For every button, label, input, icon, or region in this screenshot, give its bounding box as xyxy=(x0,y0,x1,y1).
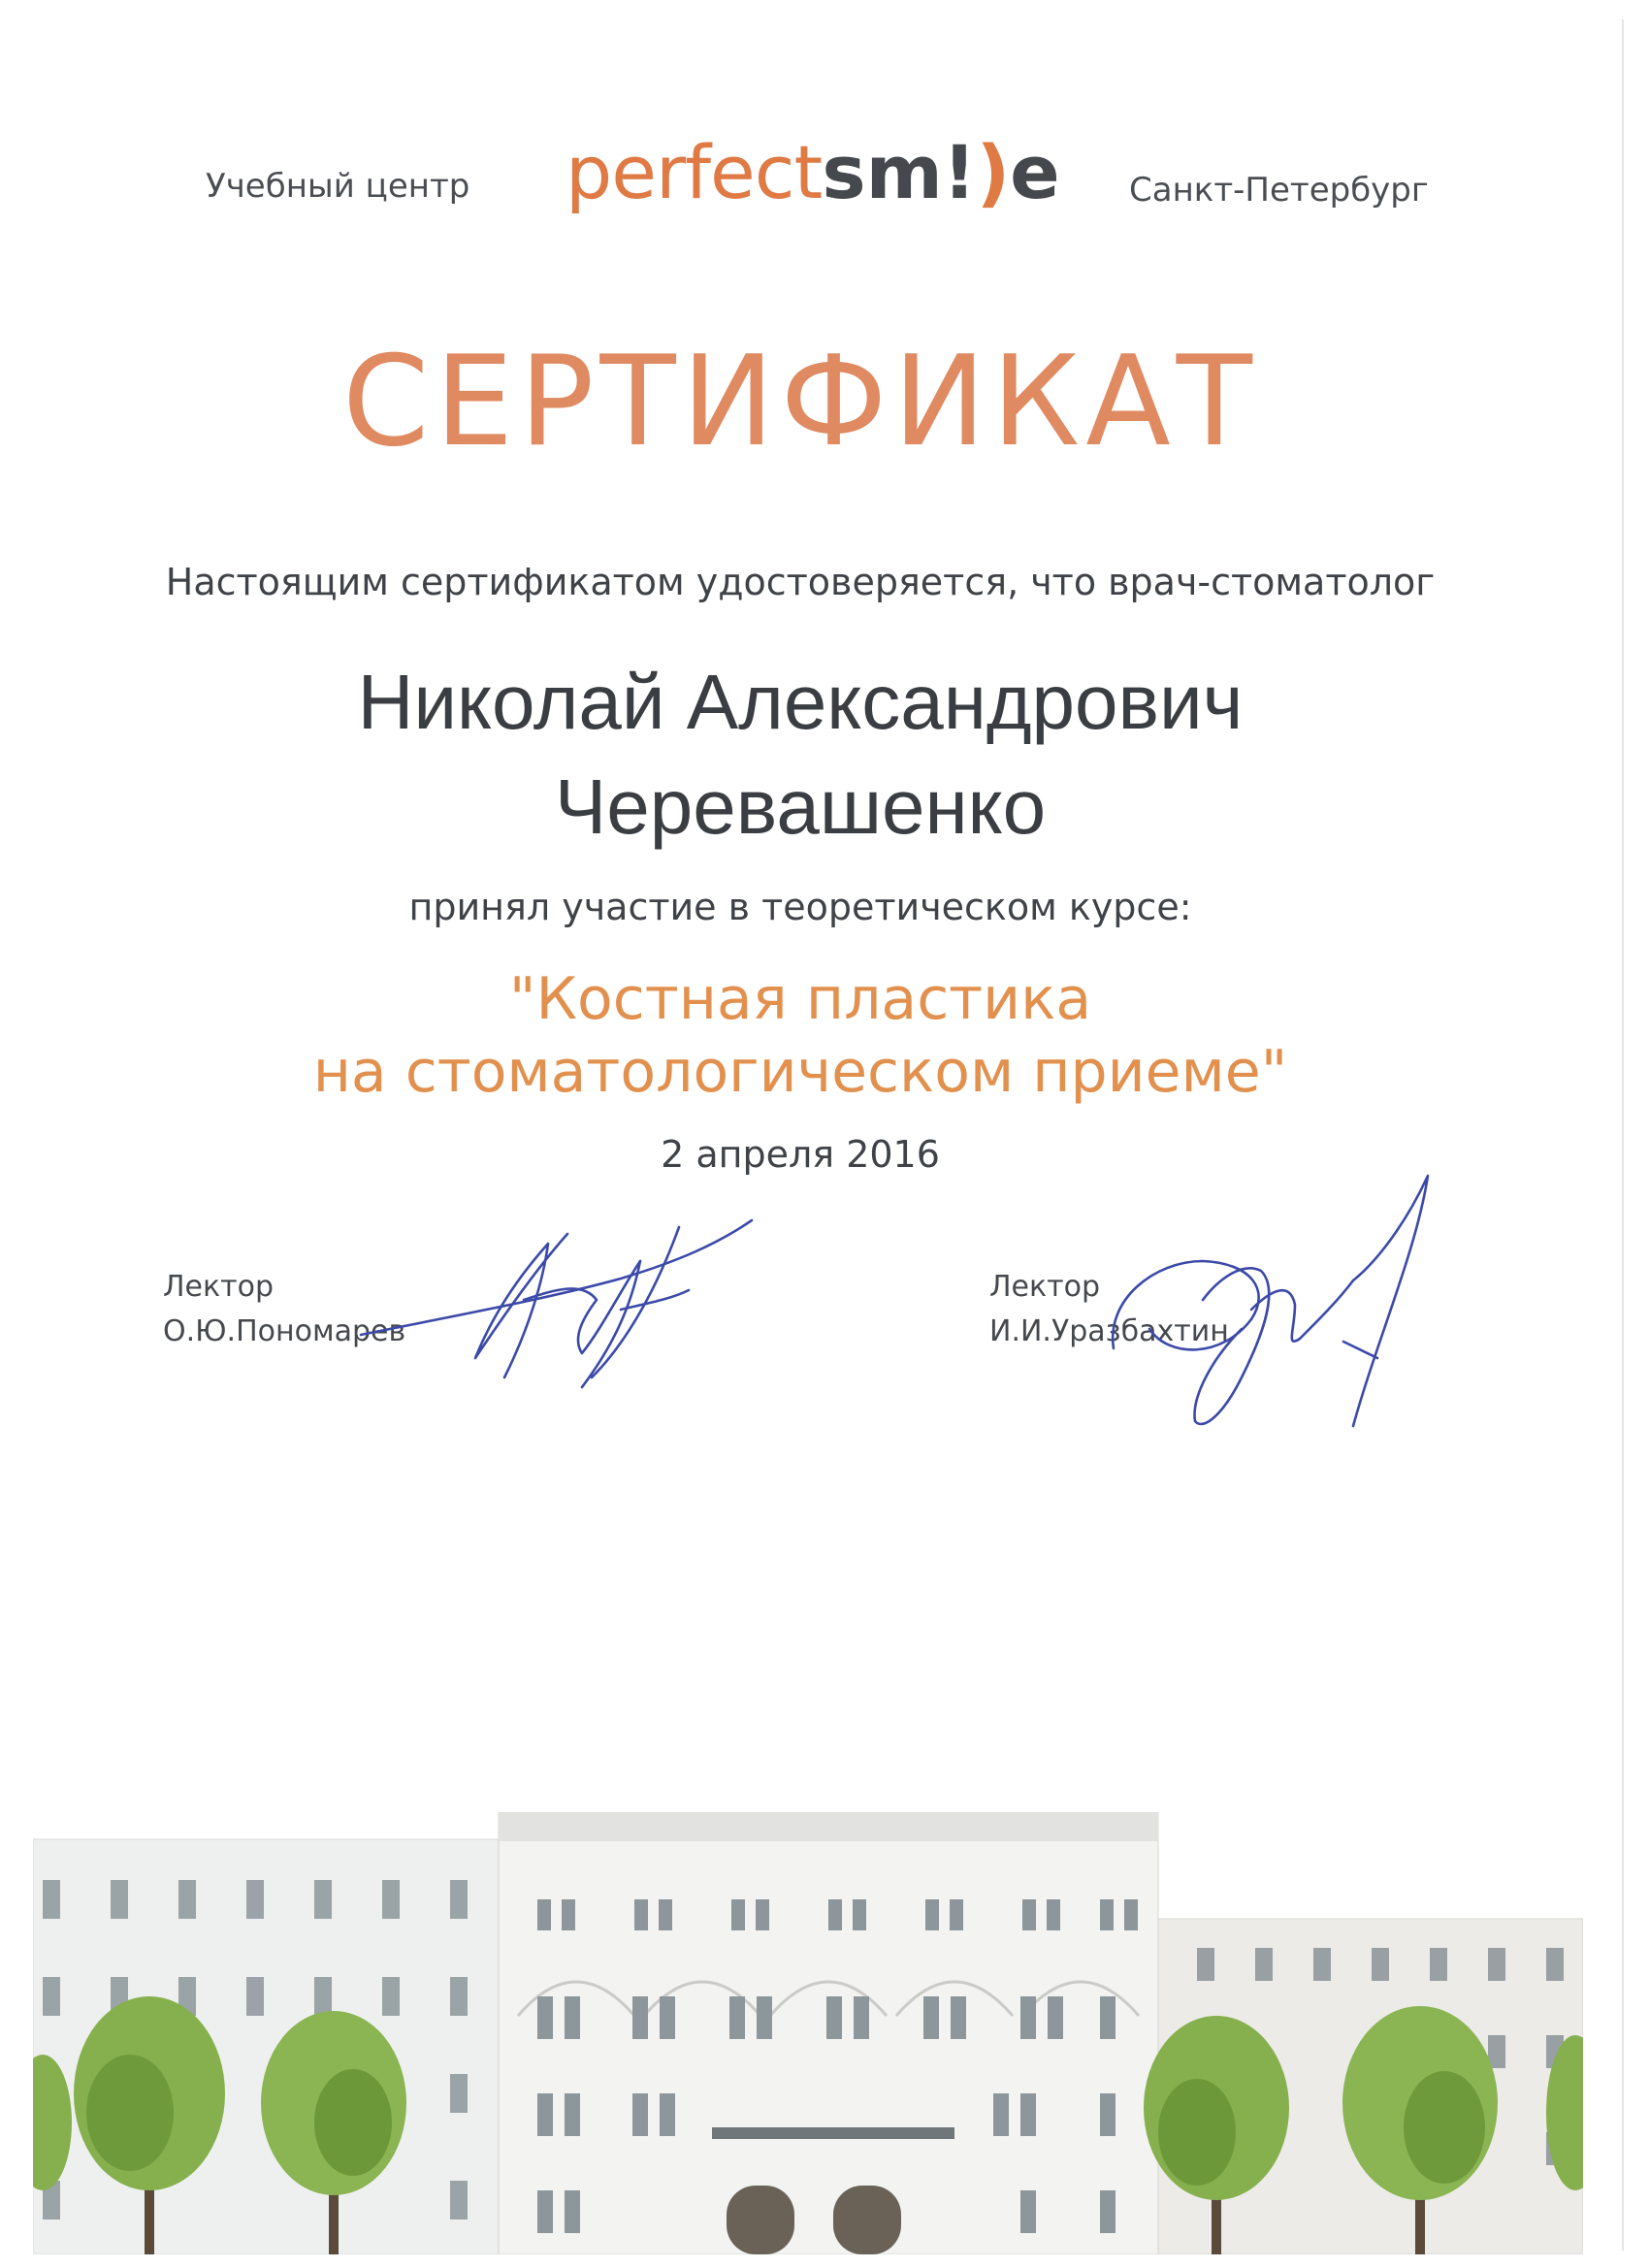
training-center-label: Учебный центр xyxy=(206,167,470,206)
course-title-line1: "Костная пластика xyxy=(508,965,1092,1033)
lecturer-name: О.Ю.Пономарев xyxy=(163,1314,406,1348)
course-date: 2 апреля 2016 xyxy=(661,1133,940,1176)
signature-urazbakhtin xyxy=(1113,1176,1428,1426)
logo-part-sm: sm! xyxy=(822,129,977,215)
logo-part-perfect: perfect xyxy=(566,129,823,215)
certificate-intro: Настоящим сертификатом удостоверяется, что врач-стоматолог xyxy=(165,561,1436,603)
signature-ponomarev xyxy=(361,1220,752,1387)
logo-part-bracket: ) xyxy=(976,129,1011,215)
building-illustration xyxy=(33,1812,1583,2254)
logo-part-e: e xyxy=(1010,129,1060,215)
city-label: Санкт-Петербург xyxy=(1129,171,1429,210)
course-title-line2: на стоматологическом приеме" xyxy=(312,1038,1288,1106)
lecturer-role: Лектор xyxy=(989,1270,1101,1304)
participation-text: принял участие в теоретическом курсе: xyxy=(408,886,1192,928)
lecturer-role: Лектор xyxy=(163,1270,275,1304)
certificate-title: СЕРТИФИКАТ xyxy=(342,330,1258,474)
recipient-name-line1: Николай Александрович xyxy=(357,659,1244,745)
recipient-name-line2: Черевашенко xyxy=(554,763,1047,850)
lecturer-name: И.И.Уразбахтин xyxy=(989,1314,1229,1348)
